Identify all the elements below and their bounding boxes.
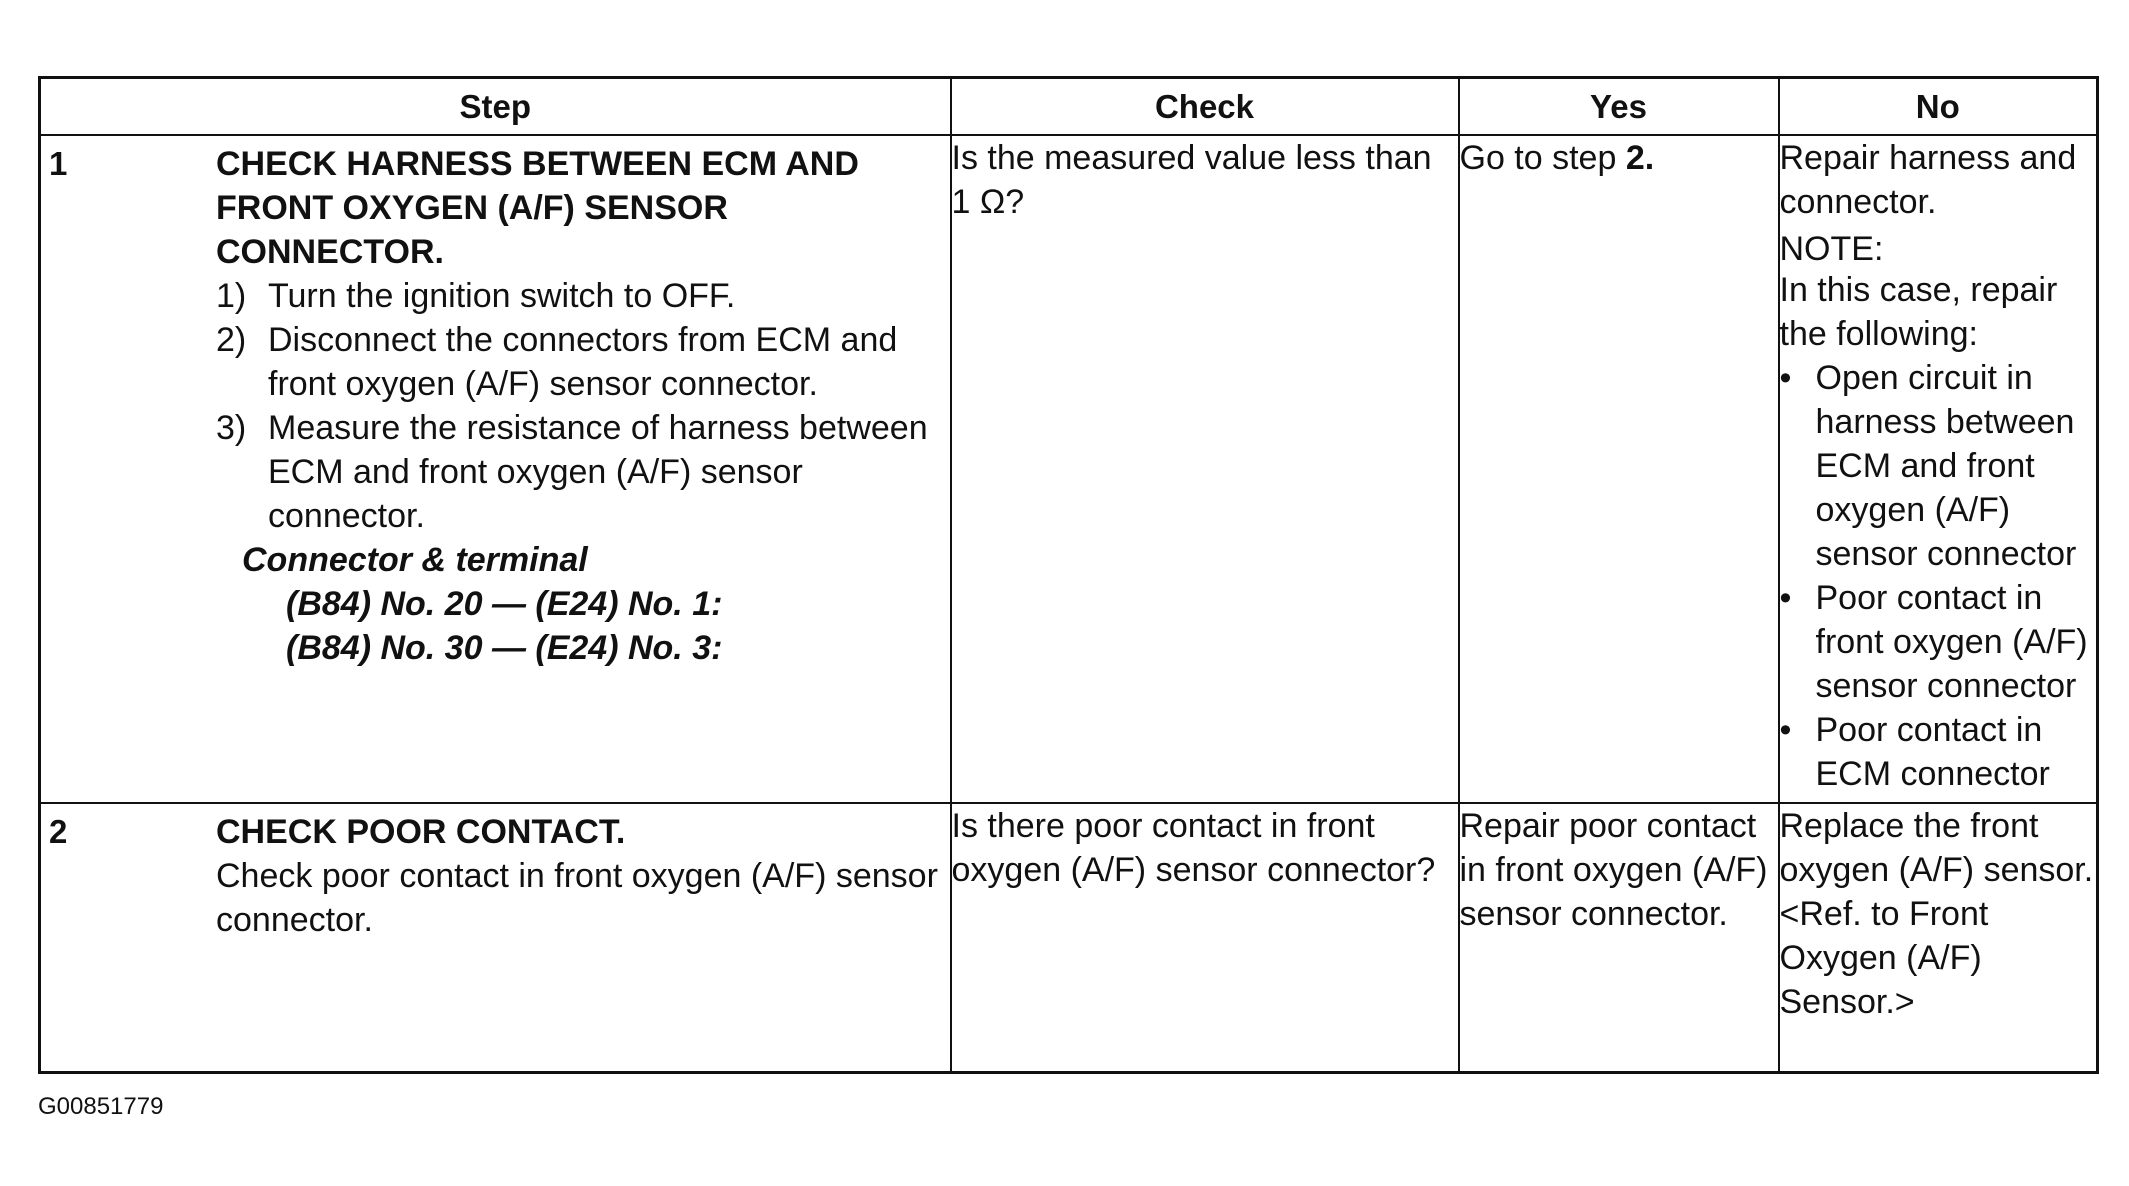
table-row bbox=[40, 135, 2098, 803]
check-text: Is the measured value less than 1 Ω? bbox=[951, 139, 1432, 221]
header-yes: Yes bbox=[1459, 78, 1779, 136]
header-step: Step bbox=[40, 78, 951, 136]
substep-index: 3) bbox=[216, 409, 247, 447]
yes-text: Repair poor contact in front oxygen (A/F) sensor connector. bbox=[1459, 807, 1768, 933]
check-text: Is there poor contact in front oxygen (A/F) sensor connector? bbox=[951, 807, 1436, 889]
substep-item bbox=[216, 318, 940, 406]
substep-list bbox=[216, 274, 940, 538]
step-content bbox=[216, 804, 950, 942]
connector-terminal: (B84) No. 30 — (E24) No. 3: bbox=[286, 629, 723, 667]
substep-index: 1) bbox=[216, 277, 247, 315]
check-cell bbox=[951, 803, 1459, 1072]
step-content bbox=[216, 136, 950, 670]
figure-id-label: G00851779 bbox=[38, 1093, 164, 1120]
header-row bbox=[40, 78, 2098, 136]
step-description: Check poor contact in front oxygen (A/F) sensor connector. bbox=[216, 857, 938, 939]
connector-label: Connector & terminal bbox=[242, 541, 588, 579]
bullet-icon: • bbox=[1779, 579, 1792, 617]
substep-index: 2) bbox=[216, 321, 247, 359]
diagnostic-table bbox=[38, 76, 2099, 1074]
no-cell bbox=[1779, 135, 2098, 803]
substep-item bbox=[216, 406, 940, 538]
bullet-text: Open circuit in harness between ECM and front oxygen (A/F) sensor connector bbox=[1815, 359, 2077, 573]
bullet-text: Poor contact in ECM connector bbox=[1815, 711, 2050, 793]
substep-text: Turn the ignition switch to OFF. bbox=[268, 277, 736, 315]
no-text: Repair harness and connector. bbox=[1779, 139, 2077, 221]
no-cell bbox=[1779, 803, 2098, 1072]
step-title: CHECK HARNESS BETWEEN ECM AND FRONT OXYGEN (A/F) SENSOR CONNECTOR. bbox=[216, 145, 859, 271]
note-intro: In this case, repair the following: bbox=[1779, 271, 2058, 353]
no-text: Replace the front oxygen (A/F) sensor. <Ref. to Front Oxygen (A/F) Sensor.> bbox=[1779, 807, 2094, 1021]
substep-text: Measure the resistance of harness between ECM and front oxygen (A/F) sensor connector. bbox=[268, 409, 928, 535]
bullet-icon: • bbox=[1779, 711, 1792, 749]
step-number: 1 bbox=[49, 145, 68, 182]
yes-step-ref: 2. bbox=[1625, 139, 1655, 177]
step-title: CHECK POOR CONTACT. bbox=[216, 813, 626, 851]
step-cell bbox=[40, 803, 951, 1072]
bullet-text: Poor contact in front oxygen (A/F) sensor connector bbox=[1815, 579, 2088, 705]
note-heading: NOTE: bbox=[1779, 230, 1884, 268]
substep-text: Disconnect the connectors from ECM and front oxygen (A/F) sensor connector. bbox=[268, 321, 898, 403]
yes-text: Go to step bbox=[1459, 139, 1626, 177]
connector-terminal: (B84) No. 20 — (E24) No. 1: bbox=[286, 585, 723, 623]
note-bullet-item bbox=[1780, 576, 2097, 708]
table-row bbox=[40, 803, 2098, 1072]
yes-cell bbox=[1459, 803, 1779, 1072]
note-bullet-item bbox=[1780, 356, 2097, 576]
yes-cell bbox=[1459, 135, 1779, 803]
check-cell bbox=[951, 135, 1459, 803]
step-cell bbox=[40, 135, 951, 803]
header-no: No bbox=[1779, 78, 2098, 136]
substep-item bbox=[216, 274, 940, 318]
note-bullet-item bbox=[1780, 708, 2097, 796]
bullet-icon: • bbox=[1779, 359, 1792, 397]
step-number: 2 bbox=[49, 813, 68, 850]
header-check: Check bbox=[951, 78, 1459, 136]
